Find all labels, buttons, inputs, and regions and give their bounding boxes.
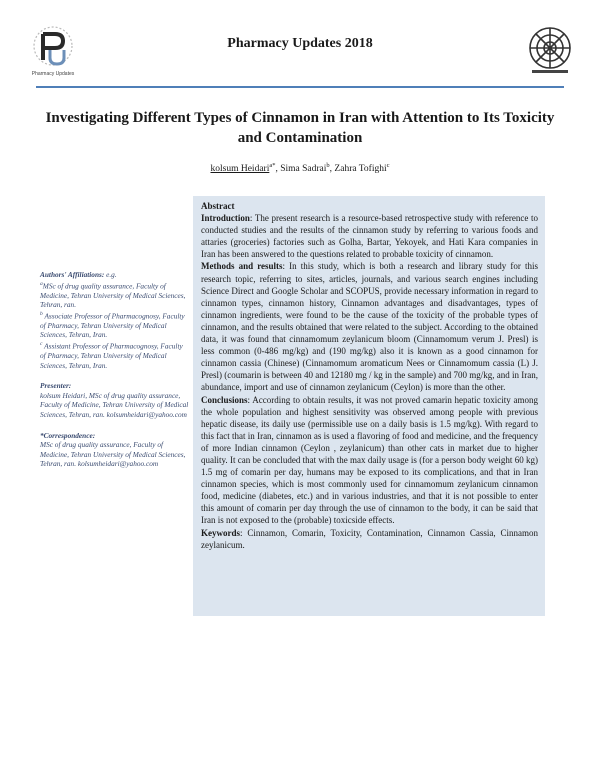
affiliations-label: Authors' Affiliations:: [40, 270, 105, 279]
abstract-methods: [201, 260, 538, 393]
author-name: Sima Sadrai: [280, 164, 327, 175]
affiliation-a: MSc of drug quality assurance, Faculty of Medicine, Tehran University of Medical Sciences, Tehran, ran.: [40, 281, 186, 310]
introduction-text: : The present research is a resource-based retrospective study with reference to conducted studies and the results of the cinnamon study by referring to various foods and attaries (groceries) factories such as Golha, Bartar, Yekoyek, and Hati Kara companies in Iran has been answered to the questions related to probable toxicity of cinnamon.: [201, 213, 538, 260]
affiliations-eg: e.g.: [106, 270, 117, 279]
correspondence-block: [40, 431, 190, 469]
correspondence-text: MSc of drug quality assurance, Faculty of Medicine, Tehran University of Medical Sciences, Tehran, ran. kolsumheidari@yahoo.com: [40, 440, 186, 469]
keywords-text: : Cinnamon, Comarin, Toxicity, Contamination, Cinnamon Cassia, Cinnamon zeylanicum.: [201, 527, 538, 550]
correspondence-label: *Correspondence:: [40, 430, 96, 440]
affiliation-c: Assistant Professor of Pharmacognosy, Faculty of Pharmacy, Tehran University of Medical Sciences, Tehran, Iran.: [40, 341, 183, 370]
university-seal-logo: [520, 22, 580, 78]
conclusions-label: Conclusions: [201, 394, 248, 405]
keywords-label: Keywords: [201, 527, 240, 538]
conclusions-text: : According to obtain results, it was not proved camarin hepatic toxicity among the whole population and highest sensitivity was observed among people with previous hepatic disease, its daily use (permissible use on a daily basis is 1.5 mg/kg). With regard to this fact that in Iran, cinnamon as is used a flavoring of food and medicine, and the frequency of more Indian cinnamon (Ceylon , zeylanicum) than other cats in market due to higher quality. It can be concluded that with the max daily usage is (for a person body weight 60 kg) 1.5 mg of comarin per day, humans may be exposed to its complications, and that in Iran cinnamon species, which is most commonly used for cinnamomum zeylanicum cinnamon food, medicine (diabetes, etc.) and in various industries, and that it is not possible to enter this amount of comarin per day through the use of cinnamon to the body, it can be said that Iran is not exposed to the (probable) toxicside effects.: [201, 394, 538, 526]
affiliation-mark: a: [40, 280, 43, 287]
methods-text: : In this study, which is both a research and library study for this research topic, referring to sites, articles, journals, and various search engines including Science Direct and Google Scholar and SCOPUS, provide necessary information in regard to cinnamon types, cinnamon history, Cinnamon advantages and disadvantages, types of cinnamon ingredients, were found to be the cause of the toxicity of the probable types of cinnamon, and the results obtained that were related to the subject. According to the obtained data, it was found that cinnamomum zeylanicum bloom (Cinnamomum verum J. Presl) is less common (0-486 mg/kg) and (190 mg/kg) also it is known as a good cinnamon for cinnamon cassia (Chinese) (Cinnamomum aromaticum Nees or Cinnamomum cassia (L) J. Presl) (coumarin is between 40 and 12180 mg / kg in the sample) and 700 mg/kg, and in Iran, abundance, import and use of cinnamon zeylanicum (Ceylon) is more than the other.: [201, 261, 538, 393]
journal-title: Pharmacy Updates 2018: [227, 36, 373, 51]
presenter-text: kolsum Heidari, MSc of drug quality assurance, Faculty of Medicine, Tehran University of Medical Sciences, Tehran, ran. kolsumheidari@yahoo.com: [40, 390, 189, 419]
author-list: kolsum Heidari$^{a*}$, Sima Sadrai$^b$, Zahra Tofighi$^c$: [210, 162, 390, 175]
affiliation-mark: c: [40, 341, 43, 347]
presenter-label: Presenter:: [40, 381, 72, 391]
affiliations-block: [40, 270, 190, 370]
methods-label: Methods and results: [201, 261, 283, 272]
side-column: [40, 270, 190, 480]
author-affiliation-mark: a*: [269, 162, 276, 169]
presenter-block: [40, 381, 190, 419]
abstract-conclusions: [201, 394, 538, 527]
author-affiliation-mark: b: [326, 162, 330, 169]
abstract-introduction: [201, 212, 538, 260]
header-rule: [36, 86, 564, 88]
article-title: Investigating Different Types of Cinnamon in Iran with Attention to Its Toxicity and Contamination: [45, 110, 555, 146]
affiliation-b: Associate Professor of Pharmacognosy, Faculty of Pharmacy, Tehran University of Medical Sciences, Tehran, Iran.: [40, 311, 185, 340]
svg-text:Pharmacy Updates: Pharmacy Updates: [31, 71, 75, 77]
affiliation-mark: b: [40, 310, 43, 317]
abstract-box: [193, 196, 545, 616]
author-name: kolsum Heidari: [210, 164, 270, 175]
author-affiliation-mark: c: [386, 162, 390, 169]
author-name: Zahra Tofighi: [334, 164, 387, 175]
abstract-keywords: [201, 527, 538, 551]
abstract-heading: Abstract: [201, 201, 235, 211]
introduction-label: Introduction: [201, 213, 250, 224]
